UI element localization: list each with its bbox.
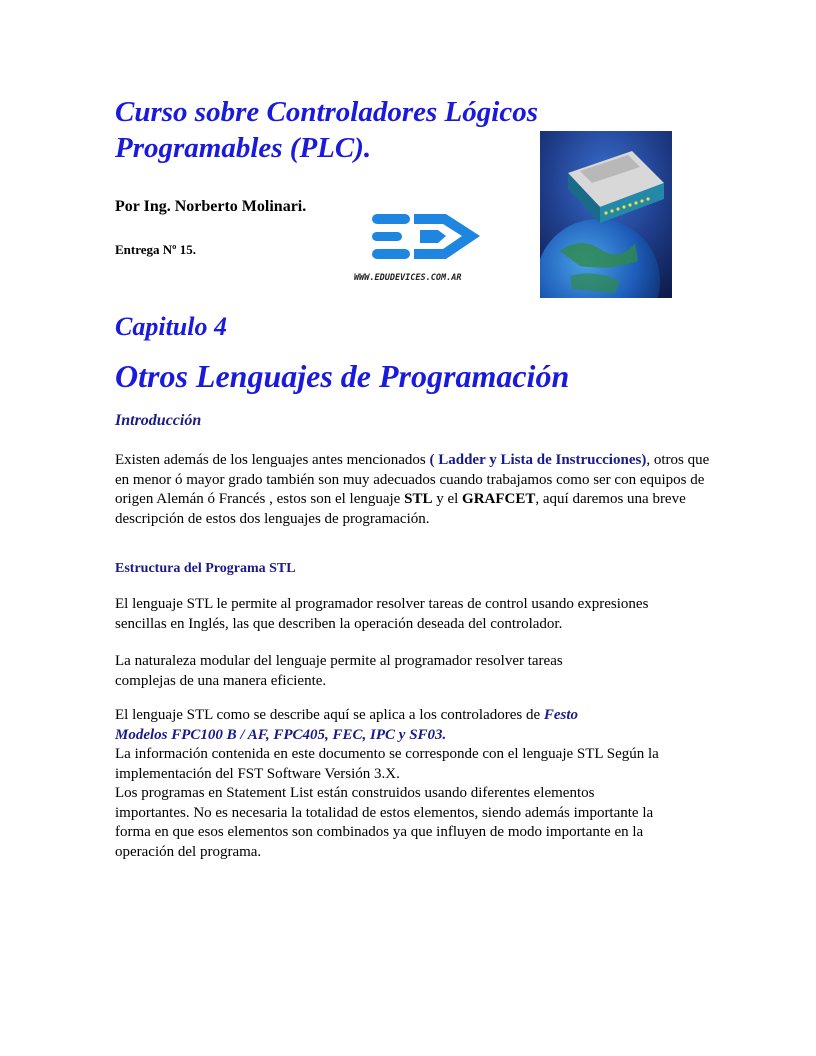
- stl-p3-line1: La naturaleza modular del lenguaje permite al programador resolver tareas: [115, 653, 563, 669]
- stl-section-heading: Estructura del Programa STL: [115, 561, 296, 576]
- stl-term: STL: [404, 491, 433, 507]
- stl-paragraph-3: [115, 706, 715, 862]
- festo-models: Modelos FPC100 B / AF, FPC405, FEC, IPC y SF03.: [115, 726, 447, 743]
- stl-paragraph-2: [115, 652, 715, 691]
- festo-term: Festo: [543, 707, 579, 723]
- intro-text-c: , otros que en menor ó mayor grado también son muy adecuados cuando trabajamos como ser con equipos de origen Alemán ó Francés , estos son el lenguaje: [115, 452, 710, 507]
- stl-p2-line2: sencillas en Inglés, las que describen la operación deseada del controlador.: [115, 615, 563, 632]
- chapter-number: Capitulo 4: [115, 312, 227, 341]
- stl-p4-line4: implementación del FST Software Versión 3.X.: [115, 765, 400, 782]
- intro-heading: Introducción: [115, 412, 202, 429]
- document-title: [115, 94, 555, 166]
- stl-p2-line1: El lenguaje STL le permite al programador resolver tareas de control usando expresiones: [115, 596, 649, 612]
- logo-url-text: WWW.EDUDEVICES.COM.AR: [354, 273, 462, 283]
- stl-p3-line2: complejas de una manera eficiente.: [115, 672, 327, 689]
- stl-p4-line6: importantes. No es necesaria la totalidad de estos elementos, siendo además importante la: [115, 804, 654, 821]
- stl-paragraph-1: [115, 595, 715, 634]
- stl-p4-line5: Los programas en Statement List están construidos usando diferentes elementos: [115, 785, 595, 801]
- author-line: Por Ing. Norberto Molinari.: [115, 198, 307, 215]
- edudevices-logo: [350, 192, 505, 288]
- title-line-2: Programables (PLC).: [115, 132, 372, 164]
- intro-text-d: y el: [432, 491, 463, 507]
- title-line-1: Curso sobre Controladores Lógicos: [115, 96, 538, 128]
- grafcet-term: GRAFCET: [462, 491, 536, 507]
- intro-languages-highlight: ( Ladder y Lista de Instrucciones): [429, 452, 647, 468]
- installment-number: Entrega Nº 15.: [115, 242, 196, 257]
- stl-p4-text-a: El lenguaje STL como se describe aquí se aplica a los controladores de: [115, 707, 544, 723]
- stl-p4-line8: operación del programa.: [115, 843, 262, 860]
- chapter-title: Otros Lenguajes de Programación: [115, 358, 570, 394]
- stl-p4-line3: La información contenida en este documento se corresponde con el lenguaje STL Según la: [115, 746, 659, 762]
- plc-device-image: [540, 131, 672, 298]
- intro-text-e: , aquí daremos una breve descripción de estos dos lenguajes de programación.: [115, 491, 686, 527]
- intro-paragraph: [115, 451, 715, 529]
- intro-text-a: Existen además de los lenguajes antes mencionados: [115, 452, 430, 468]
- stl-p4-line7: forma en que esos elementos son combinados ya que influyen de modo importante en la: [115, 824, 644, 840]
